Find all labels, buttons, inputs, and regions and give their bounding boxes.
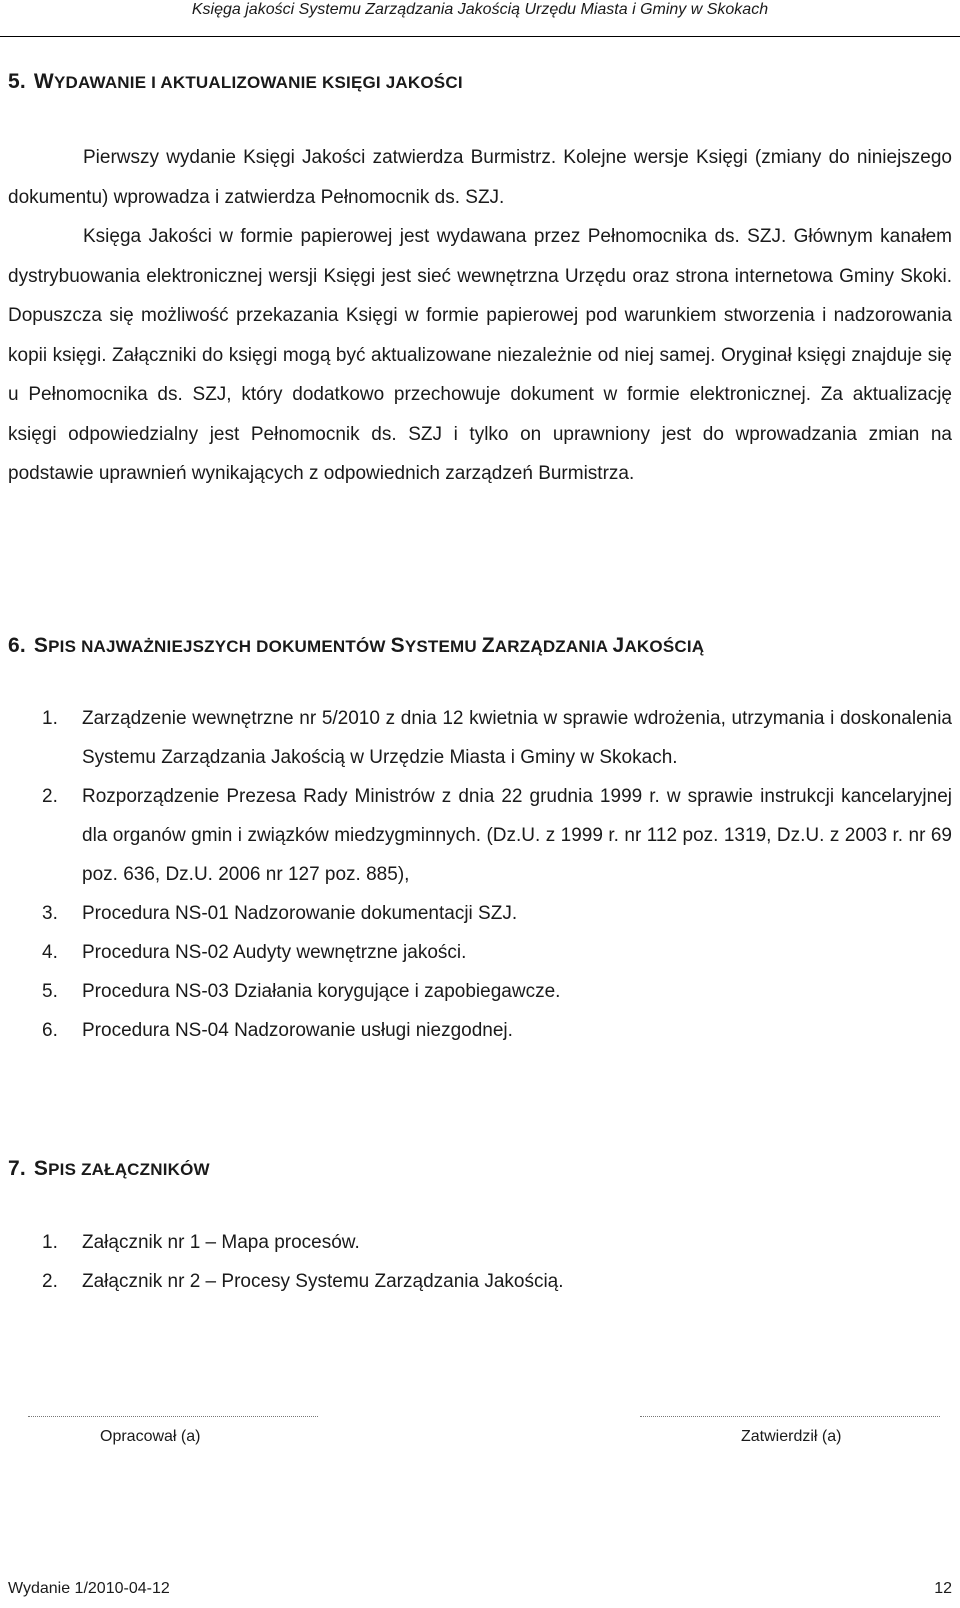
list-item: 2. Rozporządzenie Prezesa Rady Ministrów z dnia 22 grudnia 1999 r. w sprawie instrukcji kancelaryjnej dla organów gmin i związków miedzygminnych. (Dz.U. z 1999 r. nr 112 poz. 1319, Dz.U. z 2003 r. nr 69 poz. 636, Dz.U. 2006 nr 127 poz. 885), — [42, 786, 952, 885]
documents-list — [42, 699, 952, 1050]
list-item: 1. Załącznik nr 1 – Mapa procesów. — [42, 1232, 360, 1253]
prepared-by-label: Opracował (a) — [100, 1428, 201, 1445]
page-number: 12 — [934, 1580, 952, 1597]
section-5-text — [8, 138, 952, 494]
approved-by-label: Zatwierdził (a) — [741, 1428, 842, 1445]
running-header — [0, 0, 960, 37]
signature-line-prepared — [28, 1416, 318, 1417]
list-item: 1. Zarządzenie wewnętrzne nr 5/2010 z dnia 12 kwietnia w sprawie wdrożenia, utrzymania i doskonalenia Systemu Zarządzania Jakością w Urzędzie Miasta i Gminy w Skokach. — [42, 708, 952, 768]
attachments-list — [42, 1223, 952, 1301]
running-header-title: Księga jakości Systemu Zarządzania Jakością Urzędu Miasta i Gminy w Skokach — [191, 1, 769, 18]
list-item: 2. Załącznik nr 2 – Procesy Systemu Zarządzania Jakością. — [42, 1271, 564, 1292]
edition-label: Wydanie 1/2010-04-12 — [8, 1580, 170, 1597]
list-item: 3. Procedura NS-01 Nadzorowanie dokumentacji SZJ. — [42, 903, 518, 924]
signature-line-approved — [640, 1416, 940, 1417]
paragraph: Pierwszy wydanie Księgi Jakości zatwierdza Burmistrz. Kolejne wersje Księgi (zmiany do niniejszego dokumentu) wprowadza i zatwierdza Pełnomocnik ds. SZJ. — [8, 147, 952, 208]
list-item: 6. Procedura NS-04 Nadzorowanie usługi niezgodnej. — [42, 1020, 513, 1041]
list-item: 4. Procedura NS-02 Audyty wewnętrzne jakości. — [42, 942, 467, 963]
section-6-heading: 6. SPIS NAJWAŻNIEJSZYCH DOKUMENTÓW SYSTEMU ZARZĄDZANIA JAKOŚCIĄ — [8, 634, 705, 657]
paragraph: Księga Jakości w formie papierowej jest wydawana przez Pełnomocnika ds. SZJ. Głównym kanałem dystrybuowania elektronicznej wersji Księgi jest sieć wewnętrzna Urzędu oraz strona internetowa Gminy Skoki. Dopuszcza się możliwość przekazania Księgi w formie papierowej pod warunkiem stworzenia i nadzorowania kopii księgi. Załączniki do księgi mogą być aktualizowane niezależnie od niej samej. Oryginał księgi znajduje się u Pełnomocnika ds. SZJ, który dodatkowo przechowuje dokument w formie elektronicznej. Za aktualizację księgi odpowiedzialny jest Pełnomocnik ds. SZJ i tylko on uprawniony jest do wprowadzania zmian na podstawie uprawnień wynikających z odpowiednich zarządzeń Burmistrza. — [8, 226, 952, 484]
section-7-heading: 7. SPIS ZAŁĄCZNIKÓW — [8, 1157, 210, 1180]
list-item: 5. Procedura NS-03 Działania korygujące i zapobiegawcze. — [42, 981, 561, 1002]
section-5-heading: 5. WYDAWANIE I AKTUALIZOWANIE KSIĘGI JAKOŚCI — [8, 70, 463, 93]
